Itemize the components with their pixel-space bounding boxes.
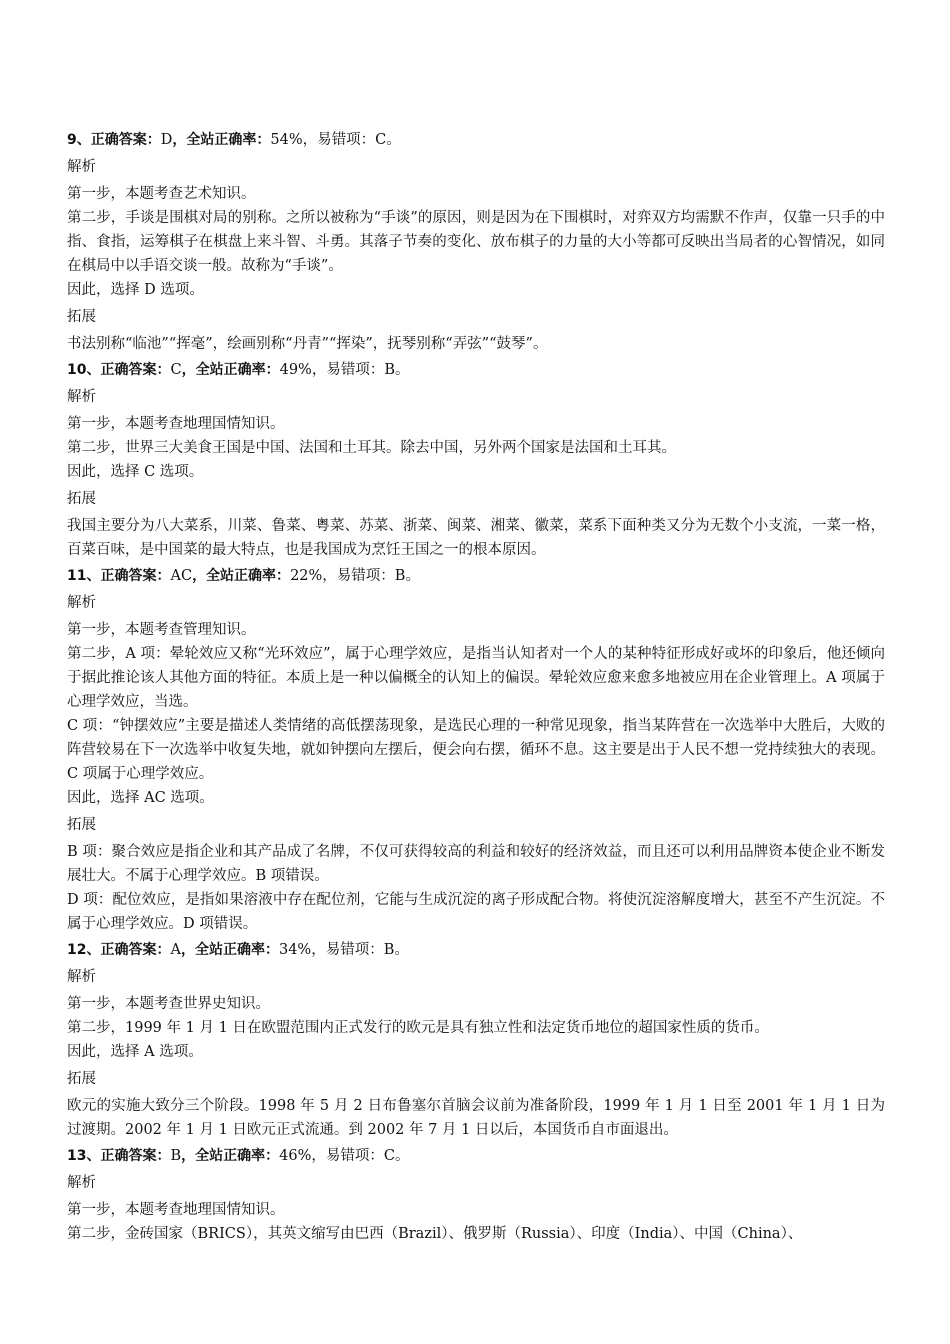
question-header [67, 564, 885, 588]
analysis-label: 解析 [67, 595, 96, 611]
extension-label: 拓展 [67, 817, 96, 833]
answer-value: B [170, 1148, 182, 1164]
extension-paragraph: 我国主要分为八大菜系，川菜、鲁菜、粤菜、苏菜、浙菜、闽菜、湘菜、徽菜，菜系下面种类又分为无数个小支流，一菜一格，百菜百味，是中国菜的最大特点，也是我国成为烹饪王国之一的根本原因。 [67, 518, 885, 558]
analysis-paragraph: 第一步，本题考查地理国情知识。 [67, 1202, 285, 1218]
rate-label: ，全站正确率： [172, 132, 271, 148]
analysis-label: 解析 [67, 1175, 96, 1191]
rate-label: ，全站正确率： [181, 1148, 280, 1164]
wrong-option: ，易错项：C。 [302, 132, 401, 148]
analysis-paragraph: 第一步，本题考查世界史知识。 [67, 996, 270, 1012]
rate-label: ，全站正确率： [180, 942, 279, 958]
extension-paragraph: 欧元的实施大致分三个阶段。1998 年 5 月 2 日布鲁塞尔首脑会议前为准备阶段，1999 年 1 月 1 日至 2001 年 1 月 1 日为过渡期。2002 年 1 月 1 日欧元正式流通。到 2002 年 7 月 1 日以后，本国货币自市面退出。 [67, 1098, 885, 1138]
analysis-label: 解析 [67, 159, 96, 175]
extension-paragraph: B 项：聚合效应是指企业和其产品成了名牌，不仅可获得较高的利益和较好的经济效益，而且还可以利用品牌资本使企业不断发展壮大。不属于心理学效应。B 项错误。 [67, 844, 885, 884]
question-9 [67, 128, 885, 356]
analysis-paragraph: C 项：“钟摆效应”主要是描述人类情绪的高低摆荡现象，是选民心理的一种常见现象，指当某阵营在一次选举中大胜后，大败的阵营较易在下一次选举中收复失地，就如钟摆向左摆后，便会向右摆，循环不息。这主要是出于人民不想一党持续独大的表现。C 项属于心理学效应。 [67, 718, 885, 782]
question-number: 12 [67, 942, 87, 958]
question-10 [67, 358, 885, 562]
extension-label: 拓展 [67, 1071, 96, 1087]
rate-value: 34% [278, 942, 312, 958]
analysis-paragraph: 因此，选择 C 选项。 [67, 464, 204, 480]
question-number: 9 [67, 132, 77, 148]
answer-value: C [170, 362, 182, 378]
analysis-paragraph: 第二步，A 项：晕轮效应又称“光环效应”，属于心理学效应，是指当认知者对一个人的某种特征形成好或坏的印象后，他还倾向于据此推论该人其他方面的特征。本质上是一种以偏概全的认知上的偏误。晕轮效应愈来愈多地被应用在企业管理上。A 项属于心理学效应，当选。 [67, 646, 885, 710]
analysis-paragraph: 第二步，1999 年 1 月 1 日在欧盟范围内正式发行的欧元是具有独立性和法定货币地位的超国家性质的货币。 [67, 1020, 769, 1036]
rate-value: 54% [270, 132, 303, 148]
answer-label: 、正确答案： [86, 362, 171, 378]
question-11 [67, 564, 885, 936]
answer-label: 、正确答案： [86, 942, 171, 958]
extension-paragraph: 书法别称“临池”“挥毫”，绘画别称“丹青”“挥染”，抚琴别称“弄弦”“鼓琴”。 [67, 336, 548, 352]
rate-label: ，全站正确率： [181, 362, 280, 378]
answer-value: AC [170, 568, 193, 584]
analysis-paragraph: 第一步，本题考查地理国情知识。 [67, 416, 285, 432]
question-number: 10 [67, 362, 87, 378]
question-number: 11 [67, 568, 87, 584]
answer-value: D [160, 132, 173, 148]
wrong-option: ，易错项：C。 [311, 1148, 410, 1164]
rate-label: ，全站正确率： [192, 568, 291, 584]
question-number: 13 [67, 1148, 87, 1164]
answer-label: 、正确答案： [86, 568, 171, 584]
question-header [67, 1144, 885, 1168]
analysis-paragraph: 因此，选择 AC 选项。 [67, 790, 214, 806]
analysis-paragraph: 因此，选择 D 选项。 [67, 282, 204, 298]
analysis-paragraph: 第二步，世界三大美食王国是中国、法国和土耳其。除去中国，另外两个国家是法国和土耳其。 [67, 440, 676, 456]
analysis-label: 解析 [67, 389, 96, 405]
analysis-paragraph: 第二步，手谈是围棋对局的别称。之所以被称为“手谈”的原因，则是因为在下围棋时，对弈双方均需默不作声，仅靠一只手的中指、食指，运筹棋子在棋盘上来斗智、斗勇。其落子节奏的变化、放布棋子的力量的大小等都可反映出当局者的心智情况，如同在棋局中以手语交谈一般。故称为“手谈”。 [67, 210, 885, 274]
extension-label: 拓展 [67, 309, 96, 325]
analysis-paragraph: 因此，选择 A 选项。 [67, 1044, 203, 1060]
answer-value: A [170, 942, 181, 958]
extension-paragraph: D 项：配位效应，是指如果溶液中存在配位剂，它能与生成沉淀的离子形成配合物。将使沉淀溶解度增大，甚至不产生沉淀。不属于心理学效应。D 项错误。 [67, 892, 885, 932]
question-header [67, 128, 885, 152]
analysis-paragraph: 第一步，本题考查管理知识。 [67, 622, 256, 638]
answer-label: 、正确答案： [86, 1148, 171, 1164]
question-13 [67, 1144, 885, 1246]
question-header [67, 938, 885, 962]
wrong-option: ，易错项：B。 [322, 568, 420, 584]
analysis-paragraph: 第二步，金砖国家（BRICS），其英文缩写由巴西（Brazil）、俄罗斯（Russia）、印度（India）、中国（China）、 [67, 1226, 803, 1242]
document-page [67, 126, 885, 1246]
question-header [67, 358, 885, 382]
rate-value: 22% [290, 568, 323, 584]
wrong-option: ，易错项：B。 [311, 362, 410, 378]
wrong-option: ，易错项：B。 [311, 942, 409, 958]
question-12 [67, 938, 885, 1142]
analysis-label: 解析 [67, 969, 96, 985]
rate-value: 49% [279, 362, 312, 378]
extension-label: 拓展 [67, 491, 96, 507]
analysis-paragraph: 第一步，本题考查艺术知识。 [67, 186, 256, 202]
rate-value: 46% [279, 1148, 312, 1164]
answer-label: 、正确答案： [76, 132, 161, 148]
